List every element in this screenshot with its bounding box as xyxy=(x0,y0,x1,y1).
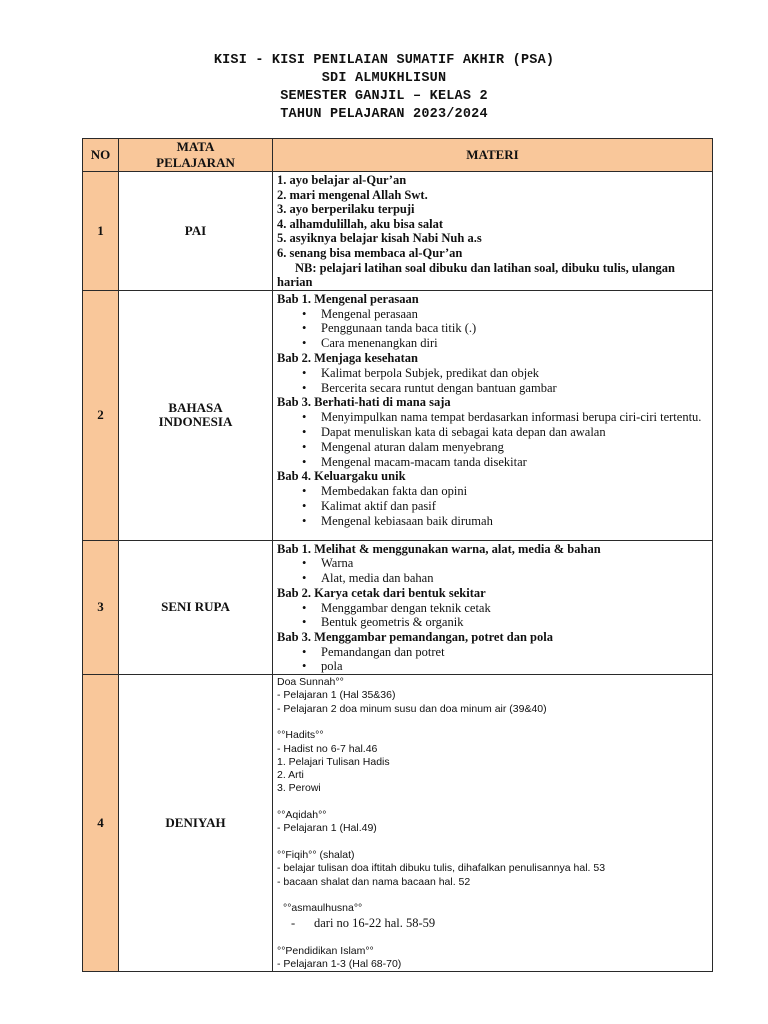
bullet-item: • Kalimat aktif dan pasif xyxy=(277,499,709,514)
bullet-list xyxy=(277,307,709,351)
bullet-item: • Cara menenangkan diri xyxy=(277,336,709,351)
bullet-item: • Mengenal kebiasaan baik dirumah xyxy=(277,514,709,529)
list-item: 3. ayo berperilaku terpuji xyxy=(277,202,415,217)
section-line: 3. Perowi xyxy=(277,782,321,795)
section-line xyxy=(277,915,709,931)
header-mapel-line-2: PELAJARAN xyxy=(156,155,235,170)
list-item: 5. asyiknya belajar kisah Nabi Nuh a.s xyxy=(277,231,482,246)
section-line: - Pelajaran 2 doa minum susu dan doa minum air (39&40) xyxy=(277,702,547,715)
dash-marker: - xyxy=(291,916,296,931)
bullet-list xyxy=(277,366,709,396)
subject-line-1: BAHASA xyxy=(168,400,223,416)
section-title: °°Aqidah°° xyxy=(277,809,327,822)
section-line: - Pelajaran 1 (Hal.49) xyxy=(277,822,377,835)
chapter-heading: Bab 1. Mengenal perasaan xyxy=(277,291,419,306)
chapter-heading: Bab 2. Menjaga kesehatan xyxy=(277,350,418,365)
chapter-heading: Bab 2. Karya cetak dari bentuk sekitar xyxy=(277,585,486,600)
kisi-table xyxy=(82,138,713,972)
table-row xyxy=(83,290,713,540)
chapter-heading: Bab 4. Keluargaku unik xyxy=(277,469,406,484)
title-line-4: TAHUN PELAJARAN 2023/2024 xyxy=(280,107,488,122)
bullet-list xyxy=(277,601,709,630)
table-header-row xyxy=(83,139,713,172)
subject-cell: SENI RUPA xyxy=(119,540,273,674)
section-line: - belajar tulisan doa iftitah dibuku tulis, dihafalkan penulisannya hal. 53 xyxy=(277,862,606,875)
header-materi: MATERI xyxy=(273,139,713,172)
subject-cell: DENIYAH xyxy=(119,675,273,972)
list-item: 6. senang bisa membaca al-Qur’an xyxy=(277,245,463,260)
bullet-list xyxy=(277,410,709,469)
bullet-item: • Mengenal macam-macam tanda disekitar xyxy=(277,455,709,470)
bullet-list xyxy=(277,645,709,674)
bullet-list xyxy=(277,484,709,528)
bullet-item: • Bercerita secara runtut dengan bantuan gambar xyxy=(277,381,709,396)
bullet-item: • Bentuk geometris & organik xyxy=(277,615,709,630)
table-row xyxy=(83,172,713,291)
spacer xyxy=(277,716,709,729)
materi-cell xyxy=(273,675,713,972)
materi-cell xyxy=(273,290,713,540)
list-item: 4. alhamdulillah, aku bisa salat xyxy=(277,216,444,231)
note-text xyxy=(277,261,709,290)
list-item: 1. ayo belajar al-Qur’an xyxy=(277,173,407,187)
section-title: °°Pendidikan Islam°° xyxy=(277,944,374,957)
section-line: 1. Pelajari Tulisan Hadis xyxy=(277,755,390,768)
row-no: 2 xyxy=(83,290,119,540)
table-row xyxy=(83,675,713,972)
header-mata-pelajaran xyxy=(119,139,273,172)
subject-line-2: INDONESIA xyxy=(158,414,233,430)
section-title: °°Fiqih°° (shalat) xyxy=(277,848,355,861)
materi-cell xyxy=(273,172,713,291)
bullet-item: • Membedakan fakta dan opini xyxy=(277,484,709,499)
title-line-1: KISI - KISI PENILAIAN SUMATIF AKHIR (PSA) xyxy=(213,53,555,68)
bullet-item: • Mengenal perasaan xyxy=(277,307,709,322)
chapter-heading: Bab 1. Melihat & menggunakan warna, alat, media & bahan xyxy=(277,541,601,556)
header-mapel-line-1: MATA xyxy=(176,139,215,154)
row-no: 3 xyxy=(83,540,119,674)
section-line: - Hadist no 6-7 hal.46 xyxy=(277,742,378,755)
section-title: °°Hadits°° xyxy=(277,729,324,742)
bullet-item: • Mengenal aturan dalam menyebrang xyxy=(277,440,709,455)
bullet-item: • Dapat menuliskan kata di sebagai kata depan dan awalan xyxy=(277,425,709,440)
section-line: 2. Arti xyxy=(277,769,304,782)
bullet-item: • Kalimat berpola Subjek, predikat dan objek xyxy=(277,366,709,381)
bullet-item: • Penggunaan tanda baca titik (.) xyxy=(277,321,709,336)
row-no: 1 xyxy=(83,172,119,291)
bullet-item: • Alat, media dan bahan xyxy=(277,571,709,586)
bullet-item: • Menggambar dengan teknik cetak xyxy=(277,601,709,616)
spacer xyxy=(277,836,709,849)
section-line: - bacaan shalat dan nama bacaan hal. 52 xyxy=(277,875,471,888)
bullet-item: • Warna xyxy=(277,556,709,571)
title-line-2: SDI ALMUKHLISUN xyxy=(321,71,447,86)
section-title: °°asmaulhusna°° xyxy=(283,902,363,915)
table-row xyxy=(83,540,713,674)
section-title: Doa Sunnah°° xyxy=(277,676,344,689)
bullet-item: • Menyimpulkan nama tempat berdasarkan informasi berupa ciri-ciri tertentu. xyxy=(277,410,709,425)
row-no: 4 xyxy=(83,675,119,972)
list-item: 2. mari mengenal Allah Swt. xyxy=(277,187,428,202)
document-title xyxy=(0,52,768,124)
header-no: NO xyxy=(83,139,119,172)
bullet-item: • pola xyxy=(277,659,709,674)
section-line: - Pelajaran 1-3 (Hal 68-70) xyxy=(277,958,402,971)
bullet-item: • Pemandangan dan potret xyxy=(277,645,709,660)
materi-cell xyxy=(273,540,713,674)
note-text-content: NB: pelajari latihan soal dibuku dan latihan soal, dibuku tulis, ulangan harian xyxy=(277,260,676,290)
title-line-3: SEMESTER GANJIL – KELAS 2 xyxy=(280,89,488,104)
section-line: - Pelajaran 1 (Hal 35&36) xyxy=(277,689,396,702)
chapter-heading: Bab 3. Berhati-hati di mana saja xyxy=(277,395,451,410)
subject-cell: PAI xyxy=(119,172,273,291)
spacer xyxy=(277,796,709,809)
spacer xyxy=(277,931,709,944)
chapter-heading: Bab 3. Menggambar pemandangan, potret dan pola xyxy=(277,629,553,644)
section-line-text: dari no 16-22 hal. 58-59 xyxy=(314,916,436,931)
spacer xyxy=(277,889,709,902)
subject-cell xyxy=(119,290,273,540)
bullet-list xyxy=(277,556,709,585)
